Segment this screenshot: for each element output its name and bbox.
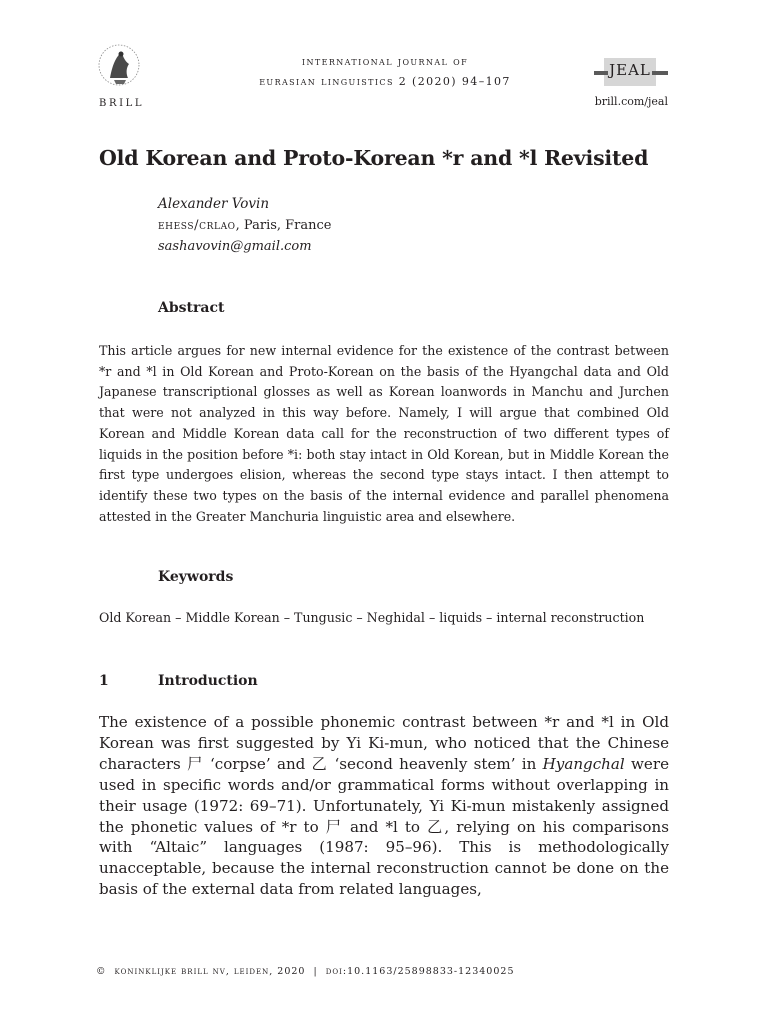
footer-doi[interactable]: doi:10.1163/25898833-12340025	[325, 966, 515, 977]
publisher-name: BRILL	[99, 98, 145, 109]
intro-text-3: ‘second heavenly stem’ in	[328, 754, 543, 773]
cjk-char-stem: 乙	[311, 754, 329, 773]
keywords-list: Old Korean – Middle Korean – Tungusic – Neghidal – liquids – internal reconstruction	[99, 610, 645, 625]
intro-text-4: were used in specific words and/or grammatical forms without overlapping in their usage (1972: 69–71). Unfortunately, Yi Ki-mun mistakenly assigned the phonetic values of *r to	[99, 754, 670, 836]
abstract-heading: Abstract	[158, 300, 225, 316]
article-title: Old Korean and Proto-Korean *r and *l Revisited	[99, 146, 649, 170]
affiliation-org: ehess/crlao	[158, 218, 236, 233]
section-number: 1	[99, 673, 109, 689]
cjk-char-corpse-2: 尸	[325, 817, 344, 836]
cjk-char-stem-2: 乙	[427, 817, 445, 836]
journal-name-line1: international journal of	[301, 55, 469, 68]
intro-text-6: , relying on his comparisons with “Altaic” languages (1987: 95–96). This is methodologically unacceptable, because the internal reconstruction cannot be done on the basis of the external data from related languages,	[99, 817, 669, 899]
footer-publisher: koninklijke brill nv, leiden, 2020	[114, 966, 306, 977]
intro-text-2: ‘corpse’ and	[203, 754, 312, 773]
introduction-paragraph	[99, 712, 669, 900]
author-email[interactable]: sashavovin@gmail.com	[158, 239, 312, 254]
journal-url[interactable]: brill.com/jeal	[594, 95, 668, 108]
affiliation-place: , Paris, France	[235, 218, 332, 233]
cjk-char-corpse: 尸	[187, 754, 204, 773]
author-affiliation	[158, 218, 332, 233]
keywords-heading: Keywords	[158, 569, 234, 585]
journal-badge	[594, 58, 668, 88]
intro-term-hyangchal: Hyangchal	[542, 754, 625, 773]
footer-separator: |	[313, 966, 318, 977]
journal-name-line2: eurasian linguistics 2 (2020) 94–107	[259, 75, 511, 88]
brill-logo	[96, 42, 142, 96]
intro-text-5: and *l to	[343, 817, 428, 836]
introduction-heading: Introduction	[158, 673, 258, 689]
page-footer	[96, 966, 536, 977]
abstract-body: This article argues for new internal evidence for the existence of the contrast between *r and *l in Old Korean and Proto-Korean on the basis of the Hyangchal data and Old Japanese transcriptional glosses as well as Korean loanwords in Manchu and Jurchen that were not analyzed in this way before. Namely, I will argue that combined Old Korean and Middle Korean data call for the reconstruction of two different types of liquids in the position before *i: both stay intact in Old Korean, but in Middle Korean the first type undergoes elision, whereas the second type stays intact. I then attempt to identify these two types on the basis of the internal evidence and parallel phenomena attested in the Greater Manchuria linguistic area and elsewhere.	[99, 343, 669, 524]
intro-text-1: The existence of a possible phonemic contrast between *r and *l in Old Korean was first suggested by Yi Ki-mun, who noticed that the Chinese characters	[99, 713, 669, 773]
journal-badge-label: JEAL	[609, 61, 651, 79]
copyright-symbol: ©	[96, 966, 107, 977]
author-name: Alexander Vovin	[158, 196, 270, 212]
